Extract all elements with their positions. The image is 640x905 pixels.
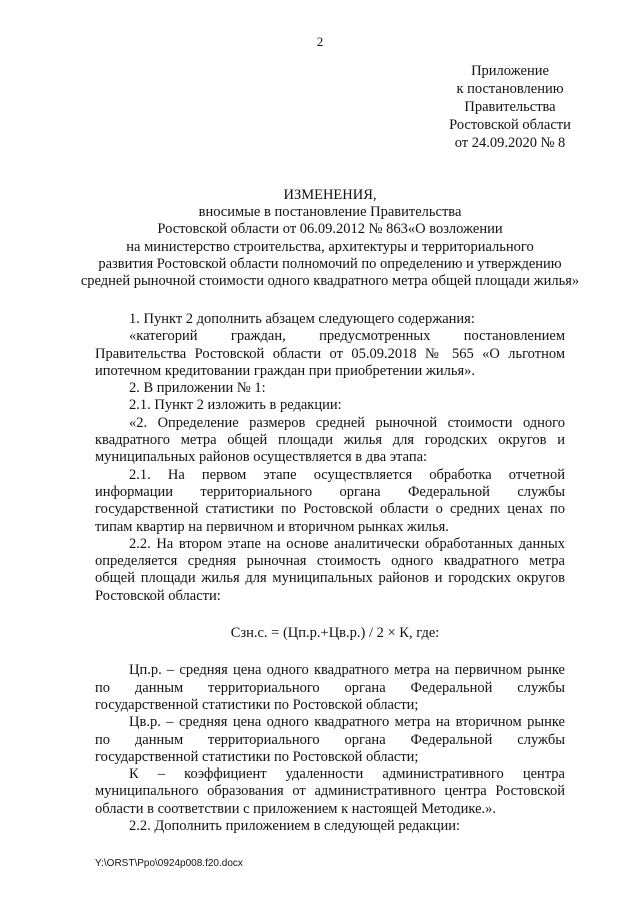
appendix-header bbox=[430, 62, 590, 152]
paragraph: «категорий граждан, предусмотренных постановлением Правительства Ростовской области от 05.09.2018 № 565 «О льготном ипотечном кредитовании граждан при приобретении жилья». bbox=[95, 328, 565, 379]
document-body bbox=[95, 311, 565, 835]
title-line: на министерство строительства, архитектуры и территориального bbox=[126, 238, 534, 255]
document-title bbox=[80, 187, 580, 290]
title-line: средней рыночной стоимости одного квадратного метра общей площади жилья» bbox=[80, 273, 580, 290]
appendix-line: от 24.09.2020 № 8 bbox=[454, 135, 566, 151]
title-line: Ростовской области от 06.09.2012 № 863«О возложении bbox=[157, 221, 503, 238]
title-heading: ИЗМЕНЕНИЯ, bbox=[283, 187, 377, 203]
appendix-line: Приложение bbox=[471, 63, 549, 79]
paragraph: 2.1. Пункт 2 изложить в редакции: bbox=[129, 397, 342, 414]
formula: Сзн.с. = (Цп.р.+Цв.р.) / 2 × К, где: bbox=[230, 625, 440, 642]
paragraph: 2. В приложении № 1: bbox=[129, 380, 266, 397]
paragraph: «2. Определение размеров средней рыночной стоимости одного квадратного метра общей площади жилья для городских округов и муниципальных районов осуществляется в два этапа: bbox=[95, 414, 565, 466]
paragraph: Цв.р. – средняя цена одного квадратного метра на вторичном рынке по данным территориального органа Федеральной службы государственной статистики по Ростовской области; bbox=[95, 714, 565, 765]
page-number: 2 bbox=[316, 34, 324, 49]
appendix-line: Ростовской области bbox=[449, 117, 571, 133]
paragraph: 2.2. Дополнить приложением в следующей редакции: bbox=[129, 818, 461, 835]
appendix-line: к постановлению bbox=[456, 81, 564, 97]
appendix-line: Правительства bbox=[464, 99, 556, 115]
paragraph: Цп.р. – средняя цена одного квадратного метра на первичном рынке по данным территориального органа Федеральной службы государственной статистики по Ростовской области; bbox=[95, 662, 565, 713]
file-path-footer: Y:\ORST\Ppo\0924p008.f20.docx bbox=[95, 858, 243, 869]
paragraph: 2.1. На первом этапе осуществляется обработка отчетной информации территориального органа Федеральной службы государственной статистики по Ростовской области о средних ценах по типам квартир на первичном и вторичном рынках жилья. bbox=[95, 466, 565, 535]
paragraph: 2.2. На втором этапе на основе аналитически обработанных данных определяется средняя рыночная стоимость одного квадратного метра общей площади жилья для муниципальных районов и городских округов Ростовской области: bbox=[95, 535, 565, 604]
paragraph: 1. Пункт 2 дополнить абзацем следующего содержания: bbox=[129, 311, 475, 327]
paragraph: К – коэффициент удаленности административного центра муниципального образования от административного центра Ростовской области в соответствии с приложением к настоящей Методике.». bbox=[95, 766, 565, 817]
title-line: вносимые в постановление Правительства bbox=[198, 204, 462, 221]
title-line: развития Ростовской области полномочий по определению и утверждению bbox=[98, 255, 562, 272]
